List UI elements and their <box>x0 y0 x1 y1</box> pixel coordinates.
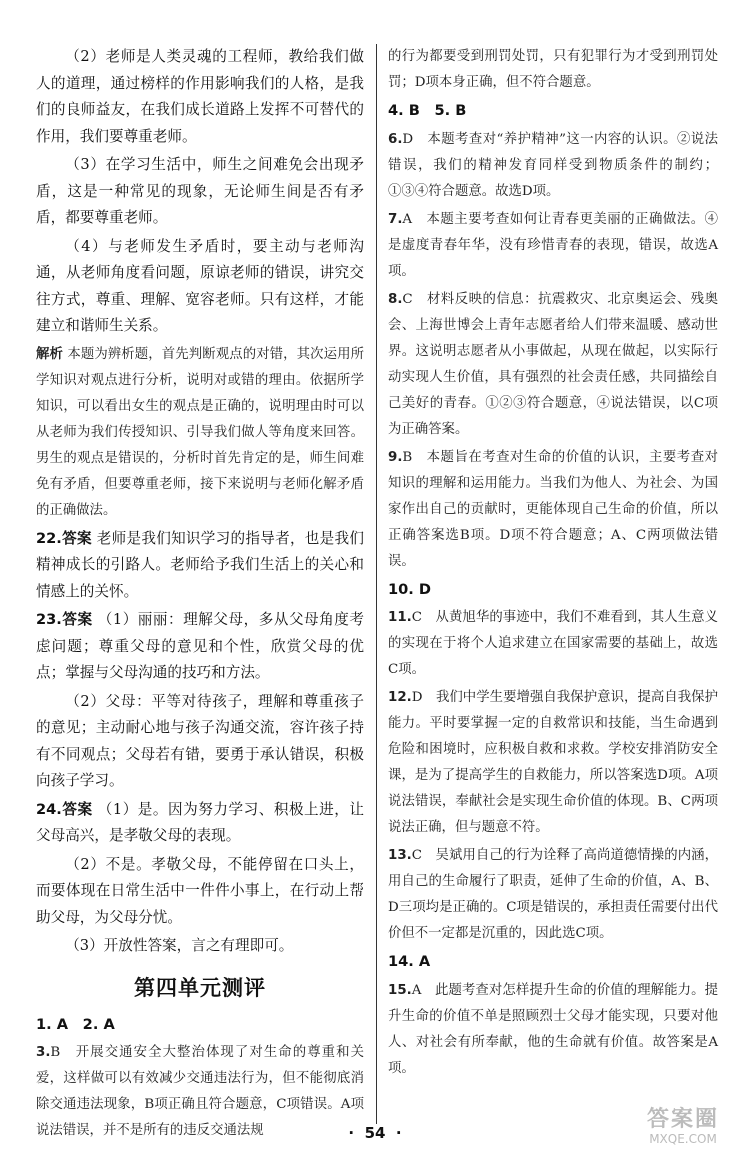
page-number: · 54 · <box>348 1124 402 1142</box>
question-number: 11. <box>388 610 412 625</box>
explanation-block <box>36 342 364 524</box>
answer-text: C 吴斌用自己的行为诠释了高尚道德情操的内涵，用自己的生命履行了职责，延伸了生命的价值，A、B、D三项均是正确的。C项是错误的，承担责任需要付出代价但不一定都是沉重的，因此选C项。 <box>388 848 718 941</box>
answer-tag: 答案 <box>61 529 92 547</box>
answer-line: 10. D <box>388 580 432 598</box>
answer-paragraph: （3）在学习生活中，师生之间难免会出现矛盾，这是一种常见的现象，无论师生间是否有矛盾，都要尊重老师。 <box>36 156 364 226</box>
question-11 <box>388 605 718 683</box>
question-number: 22. <box>36 529 62 547</box>
column-divider <box>376 44 377 1124</box>
explanation-tag: 解析 <box>36 346 63 362</box>
watermark <box>628 1108 738 1154</box>
answer-text: B 开展交通安全大整治体现了对生命的尊重和关爱，这样做可以有效减少交通违法行为，但不能彻底消除交通违法现象，B项正确且符合题意，C项错误。A项说法错误，并不是所有的违反交通法规 <box>36 1045 364 1138</box>
answer-paragraph: （4）与老师发生矛盾时，要主动与老师沟通，从老师角度看问题，原谅老师的错误，讲究交往方式，尊重、理解、宽容老师。只有这样，才能建立和谐师生关系。 <box>36 237 364 334</box>
question-8 <box>388 287 718 443</box>
answer-tag: 答案 <box>61 800 93 818</box>
question-13 <box>388 843 718 947</box>
question-number: 15. <box>388 982 412 998</box>
answer-text: D 我们中学生要增强自我保护意识，提高自我保护能力。平时要掌握一定的自救常识和技能，当生命遇到危险和困境时，应积极自救和求救。学校安排消防安全课，是为了提高学生的自救能力，所以答案选D项。A项说法错误，奉献社会是实现生命价值的体现。B、C两项说法正确，但与题意不符。 <box>388 690 718 835</box>
answer-text: C 材料反映的信息：抗震救灾、北京奥运会、残奥会、上海世博会上青年志愿者给人们带来温暖、感动世界。这说明志愿者从小事做起，从现在做起，以实际行动实现人生价值，具有强烈的社会责任感，共同描绘自己美好的青春。①②③符合题意，④说法错误，以C项为正确答案。 <box>388 291 718 437</box>
question-number: 23. <box>36 611 62 628</box>
question-6 <box>388 127 718 205</box>
question-9 <box>388 445 718 575</box>
answer-text: （1）丽丽：理解父母，多从父母角度考虑问题；尊重父母的意见和个性，欣赏父母的优点；掌握与父母沟通的技巧和方法。 <box>36 611 364 681</box>
answer-text: B 本题旨在考查对生命的价值的认识，主要考查对知识的理解和运用能力。当我们为他人、为社会、为国家作出自己的贡献时，更能体现自己生命的价值，所以正确答案选B项。D项不符合题意；A、C两项做法错误。 <box>388 449 718 569</box>
question-number: 3. <box>36 1045 51 1060</box>
answer-text: C 从黄旭华的事迹中，我们不难看到，其人生意义的实现在于将个人追求建立在国家需要的基础上，故选C项。 <box>388 610 718 677</box>
answer-paragraph: （2）不是。孝敬父母，不能停留在口头上，而要体现在日常生活中一件件小事上，在行动上帮助父母，为父母分忧。 <box>36 855 364 926</box>
answer-text: （1）是。因为努力学习、积极上进，让父母高兴，是孝敬父母的表现。 <box>36 800 364 844</box>
question-23 <box>36 607 364 687</box>
question-24 <box>36 797 364 850</box>
page-number-value: 54 <box>364 1124 386 1142</box>
question-12 <box>388 685 718 841</box>
answer-line: 4. B 5. B <box>388 102 467 119</box>
answer-text: A 此题考查对怎样提升生命的价值的理解能力。提升生命的价值不单是照顾烈士父母才能实现，只要对他人、对社会有所奉献，他的生命就有价值。故答案是A项。 <box>388 982 718 1076</box>
answer-text: A 本题主要考查如何让青春更美丽的正确做法。④是虚度青春年华，没有珍惜青春的表现，错误，故选A项。 <box>388 211 718 279</box>
question-15 <box>388 978 718 1082</box>
watermark-url: MXQE.COM <box>649 1132 717 1146</box>
section-heading: 第四单元测评 <box>134 975 266 1000</box>
answer-text: D 本题考查对“养护精神”这一内容的认识。②说法错误，我们的精神发育同样受到物质条件的制约；①③④符合题意。故选D项。 <box>388 131 718 199</box>
question-number: 7. <box>388 211 403 227</box>
answer-text: 老师是我们知识学习的指导者，也是我们精神成长的引路人。老师给予我们生活上的关心和情感上的关怀。 <box>36 529 364 600</box>
question-22 <box>36 526 364 606</box>
answer-paragraph: （3）开放性答案，言之有理即可。 <box>65 937 294 954</box>
explanation-text: 本题为辨析题，首先判断观点的对错，其次运用所学知识对观点进行分析，说明对或错的理由。依据所学知识，可以看出女生的观点是正确的，说明理由时可以从老师为我们传授知识、引导我们做人等角度来回答。男生的观点是错误的，分析时首先肯定的是，师生间难免有矛盾，但要尊重老师，接下来说明与老师化解矛盾的正确做法。 <box>36 346 365 518</box>
question-number: 9. <box>388 449 403 465</box>
question-number: 8. <box>388 291 403 307</box>
answer-continuation: 的行为都要受到刑罚处罚，只有犯罪行为才受到刑罚处罚；D项本身正确，但不符合题意。 <box>388 49 718 90</box>
question-number: 13. <box>388 848 412 863</box>
answer-line: 14. A <box>388 953 431 970</box>
answer-tag: 答案 <box>61 611 93 628</box>
answer-line: 1. A 2. A <box>36 1015 115 1033</box>
question-7 <box>388 207 718 285</box>
answer-paragraph: （2）父母：平等对待孩子，理解和尊重孩子的意见；主动耐心地与孩子沟通交流，容许孩子持有不同观点；父母若有错，要勇于承认错误，积极向孩子学习。 <box>36 692 364 789</box>
question-number: 12. <box>388 690 412 705</box>
left-column <box>36 44 364 1146</box>
answer-paragraph: （2）老师是人类灵魂的工程师，教给我们做人的道理，通过榜样的作用影响我们的人格，是我们的良师益友，在我们成长道路上发挥不可替代的作用，我们要尊重老师。 <box>36 48 364 145</box>
right-column <box>388 44 718 1084</box>
watermark-logo: 答案圈 <box>646 1107 719 1132</box>
question-number: 6. <box>388 131 403 147</box>
question-number: 24. <box>36 800 62 818</box>
